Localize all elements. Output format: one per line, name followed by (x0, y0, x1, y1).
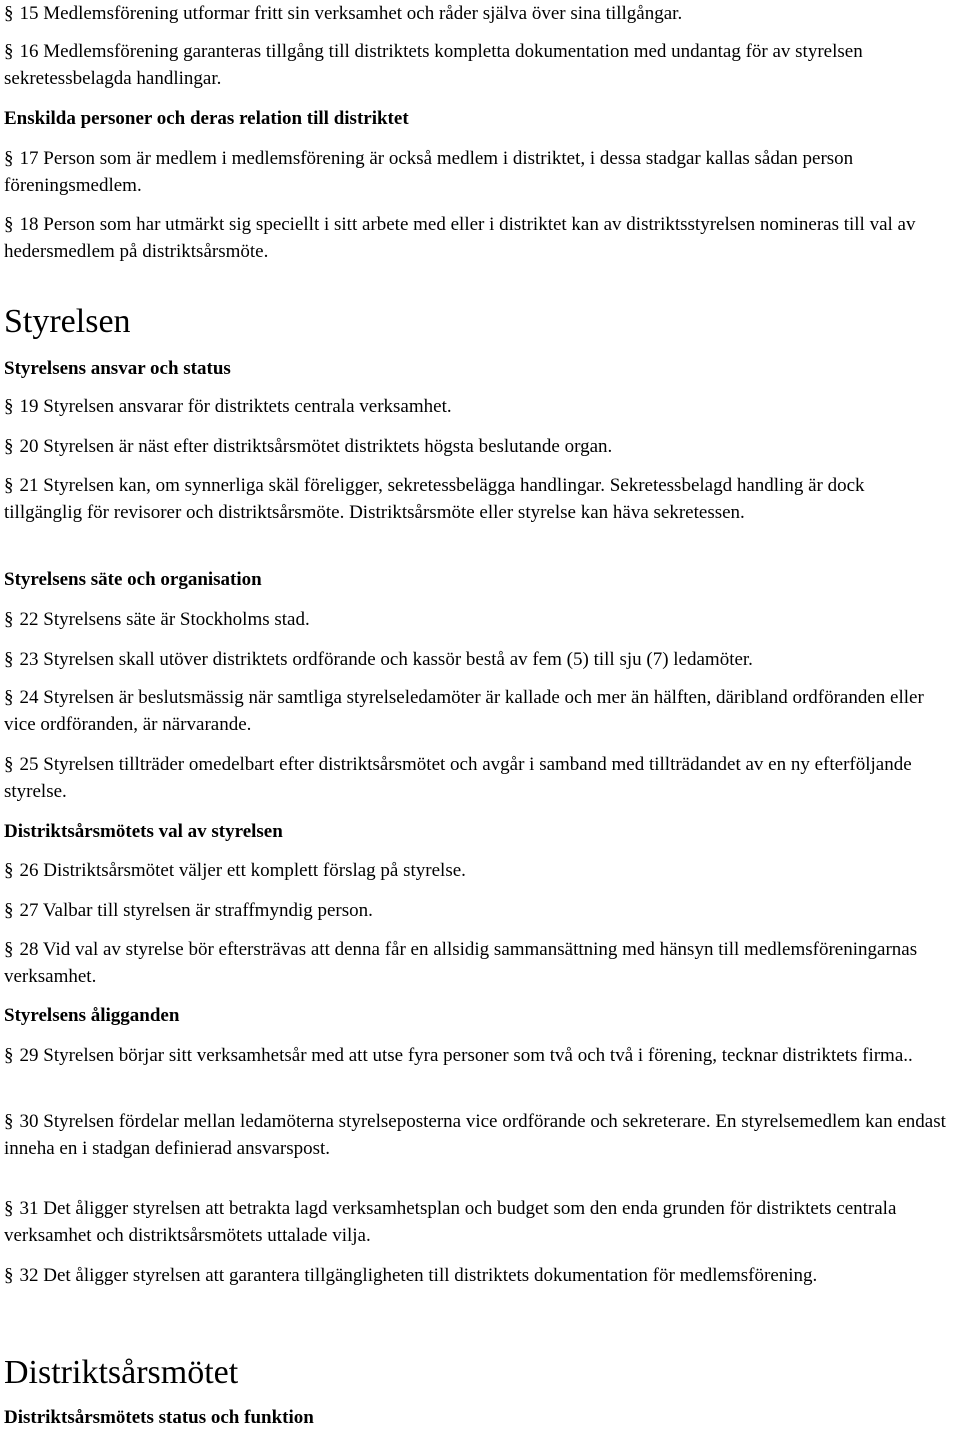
paragraph-number: 28 (19, 939, 39, 960)
paragraph-sign: § (4, 1111, 14, 1132)
paragraph-text: Styrelsen börjar sitt verksamhetsår med att utse fyra personer som två och två i förening, tecknar distriktets firma.. (43, 1045, 913, 1066)
paragraph-number: 29 (19, 1045, 39, 1066)
paragraph-20 (4, 433, 946, 460)
paragraph-sign: § (4, 436, 14, 457)
section-heading-aligganden: Styrelsens åligganden (4, 1005, 180, 1026)
paragraph-number: 27 (19, 900, 39, 921)
paragraph-22 (4, 606, 946, 633)
section-heading-enskilda-personer: Enskilda personer och deras relation till distriktet (4, 108, 409, 129)
paragraph-15 (4, 0, 946, 27)
paragraph-sign: § (4, 860, 14, 881)
paragraph-27 (4, 897, 946, 924)
paragraph-sign: § (4, 939, 14, 960)
paragraph-number: 15 (19, 3, 39, 24)
section-heading-val-av-styrelsen: Distriktsårsmötets val av styrelsen (4, 821, 283, 842)
paragraph-text: Styrelsen skall utöver distriktets ordförande och kassör bestå av fem (5) till sju (7) ledamöter. (43, 649, 753, 670)
paragraph-number: 20 (19, 436, 39, 457)
paragraph-26 (4, 857, 946, 884)
paragraph-sign: § (4, 649, 14, 670)
paragraph-number: 26 (19, 860, 39, 881)
paragraph-number: 16 (19, 41, 39, 62)
paragraph-text: Valbar till styrelsen är straffmyndig person. (42, 900, 373, 921)
paragraph-text: Medlemsförening utformar fritt sin verksamhet och råder själva över sina tillgångar. (43, 3, 683, 24)
paragraph-number: 25 (19, 754, 39, 775)
paragraph-29 (4, 1042, 946, 1069)
paragraph-number: 18 (19, 214, 39, 235)
paragraph-sign: § (4, 1265, 14, 1286)
paragraph-text: Styrelsen tillträder omedelbart efter distriktsårsmötet och avgår i samband med tillträdandet av en ny efterföljande styrelse. (4, 754, 912, 802)
chapter-heading-styrelsen: Styrelsen (4, 303, 131, 340)
paragraph-number: 30 (19, 1111, 39, 1132)
paragraph-sign: § (4, 609, 14, 630)
section-heading-ansvar-och-status: Styrelsens ansvar och status (4, 358, 231, 379)
paragraph-30 (4, 1108, 946, 1162)
paragraph-sign: § (4, 475, 14, 496)
paragraph-24 (4, 684, 946, 738)
paragraph-number: 22 (19, 609, 39, 630)
paragraph-18 (4, 211, 946, 265)
paragraph-number: 17 (19, 148, 39, 169)
paragraph-16 (4, 38, 946, 92)
paragraph-text: Vid val av styrelse bör eftersträvas att denna får en allsidig sammansättning med hänsyn till medlemsföreningarnas verksamhet. (4, 939, 918, 987)
paragraph-sign: § (4, 41, 14, 62)
paragraph-17 (4, 145, 946, 199)
paragraph-text: Styrelsen är beslutsmässig när samtliga styrelseledamöter är kallade och mer än hälften, däribland ordföranden eller vice ordföranden, är närvarande. (4, 687, 924, 735)
paragraph-sign: § (4, 3, 14, 24)
paragraph-text: Det åligger styrelsen att garantera tillgängligheten till distriktets dokumentation för medlemsförening. (43, 1265, 818, 1286)
paragraph-28 (4, 936, 946, 990)
paragraph-text: Styrelsen ansvarar för distriktets centrala verksamhet. (43, 396, 452, 417)
paragraph-sign: § (4, 1198, 14, 1219)
section-heading-status-och-funktion: Distriktsårsmötets status och funktion (4, 1407, 314, 1428)
paragraph-text: Distriktsårsmötet väljer ett komplett förslag på styrelse. (43, 860, 466, 881)
paragraph-text: Styrelsen kan, om synnerliga skäl föreligger, sekretessbelägga handlingar. Sekretessbelagd handling är dock tillgänglig för revisorer och distriktsårsmöte. Distriktsårsmöte eller styrelse kan häva sekretessen. (4, 475, 865, 523)
paragraph-32 (4, 1262, 946, 1289)
paragraph-number: 19 (19, 396, 39, 417)
paragraph-19 (4, 393, 946, 420)
chapter-heading-distriktsarsmotet: Distriktsårsmötet (4, 1354, 239, 1391)
paragraph-23 (4, 646, 946, 673)
paragraph-31 (4, 1195, 946, 1249)
paragraph-sign: § (4, 1045, 14, 1066)
paragraph-text: Styrelsen är näst efter distriktsårsmötet distriktets högsta beslutande organ. (43, 436, 613, 457)
paragraph-text: Person som har utmärkt sig speciellt i sitt arbete med eller i distriktet kan av distriktsstyrelsen nomineras till val av hedersmedlem på distriktsårsmöte. (4, 214, 916, 262)
paragraph-sign: § (4, 214, 14, 235)
paragraph-21 (4, 472, 946, 526)
paragraph-text: Styrelsens säte är Stockholms stad. (43, 609, 310, 630)
paragraph-text: Styrelsen fördelar mellan ledamöterna styrelseposterna vice ordförande och sekreterare. En styrelsemedlem kan endast inneha en i stadgan definierad ansvarspost. (4, 1111, 946, 1159)
paragraph-number: 32 (19, 1265, 39, 1286)
paragraph-sign: § (4, 396, 14, 417)
section-heading-sate-och-organisation: Styrelsens säte och organisation (4, 569, 262, 590)
paragraph-text: Det åligger styrelsen att betrakta lagd verksamhetsplan och budget som den enda grunden för distriktets centrala verksamhet och distriktsårsmötets uttalade vilja. (4, 1198, 897, 1246)
paragraph-number: 21 (19, 475, 39, 496)
paragraph-text: Medlemsförening garanteras tillgång till distriktets kompletta dokumentation med undantag för av styrelsen sekretessbelagda handlingar. (4, 41, 863, 89)
paragraph-25 (4, 751, 946, 805)
paragraph-text: Person som är medlem i medlemsförening är också medlem i distriktet, i dessa stadgar kallas sådan person föreningsmedlem. (4, 148, 854, 196)
paragraph-number: 23 (19, 649, 39, 670)
paragraph-sign: § (4, 148, 14, 169)
paragraph-sign: § (4, 900, 14, 921)
paragraph-sign: § (4, 687, 14, 708)
paragraph-sign: § (4, 754, 14, 775)
paragraph-number: 24 (19, 687, 39, 708)
paragraph-number: 31 (19, 1198, 39, 1219)
